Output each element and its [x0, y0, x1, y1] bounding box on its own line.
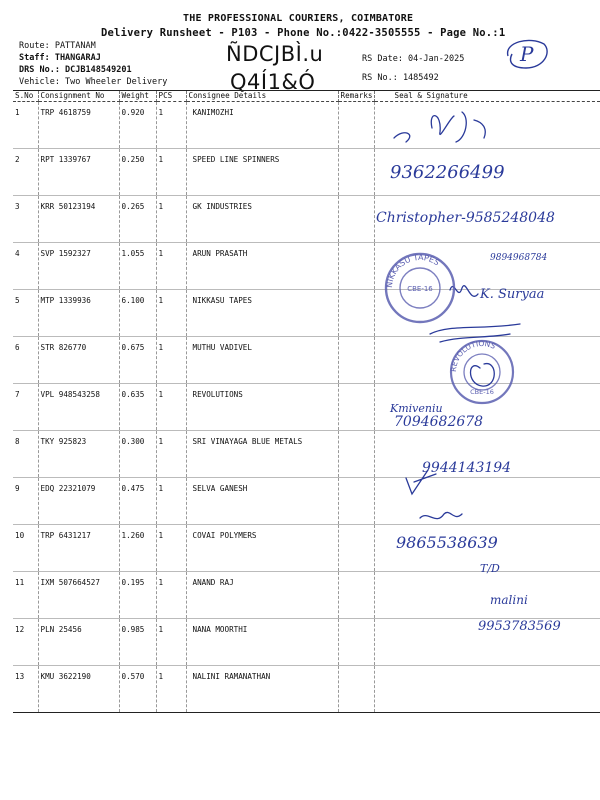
row-remarks	[338, 196, 374, 243]
runsheet-title: Delivery Runsheet - P103 - Phone No.:0422-3505555 - Page No.:1	[101, 27, 506, 39]
col-weight: Weight	[119, 91, 156, 102]
rs-date: RS Date: 04-Jan-2025	[362, 54, 465, 64]
row-pcs: 1	[156, 102, 186, 149]
row-weight: 0.250	[119, 149, 156, 196]
row-pcs: 1	[156, 525, 186, 572]
corner-circle-mark	[500, 34, 552, 74]
company-title: THE PROFESSIONAL COURIERS, COIMBATORE	[183, 13, 414, 24]
table-row	[13, 196, 600, 243]
row-consignment-no: MTP 1339936	[38, 290, 119, 337]
table-row	[13, 619, 600, 666]
row-consignment-no: IXM 507664527	[38, 572, 119, 619]
row-sno: 11	[13, 572, 38, 619]
row-seal-signature	[374, 572, 600, 619]
row-consignee: NANA MOORTHI	[186, 619, 338, 666]
row9-phone-handwriting: 9944143194	[422, 460, 512, 476]
table-row	[13, 243, 600, 290]
row-consignment-no: TRP 6431217	[38, 525, 119, 572]
row-weight: 6.100	[119, 290, 156, 337]
row-consignee: ARUN PRASATH	[186, 243, 338, 290]
table-row	[13, 290, 600, 337]
row-seal-signature	[374, 431, 600, 478]
row-seal-signature	[374, 102, 600, 149]
table-row	[13, 666, 600, 713]
row-consignee: MUTHU VADIVEL	[186, 337, 338, 384]
row5-signature-text: K. Suryaa	[480, 287, 545, 302]
row-consignee: NIKKASU TAPES	[186, 290, 338, 337]
row-remarks	[338, 243, 374, 290]
stamp-revolutions-ring-text: REVOLUTIONS	[448, 338, 498, 373]
row-pcs: 1	[156, 619, 186, 666]
row-sno: 6	[13, 337, 38, 384]
row-sno: 7	[13, 384, 38, 431]
row-weight: 1.055	[119, 243, 156, 290]
col-consignment-no: Consignment No	[38, 91, 119, 102]
row-sno: 5	[13, 290, 38, 337]
table-row	[13, 102, 600, 149]
row8-phone-handwriting: 7094682678	[394, 414, 484, 430]
row-consignee: REVOLUTIONS	[186, 384, 338, 431]
row-sno: 10	[13, 525, 38, 572]
table-row	[13, 337, 600, 384]
row-weight: 0.195	[119, 572, 156, 619]
row-consignee: SPEED LINE SPINNERS	[186, 149, 338, 196]
row-seal-signature	[374, 525, 600, 572]
row-pcs: 1	[156, 337, 186, 384]
row13-phone-handwriting: 9953783569	[478, 619, 561, 634]
row-pcs: 1	[156, 572, 186, 619]
row-pcs: 1	[156, 666, 186, 713]
staff-label: Staff: THANGARAJ	[19, 53, 101, 63]
row-remarks	[338, 619, 374, 666]
table-row	[13, 478, 600, 525]
row-seal-signature	[374, 478, 600, 525]
row-seal-signature	[374, 337, 600, 384]
table-row	[13, 384, 600, 431]
table-header-row	[13, 91, 600, 102]
col-remarks: Remarks	[338, 91, 374, 102]
row-remarks	[338, 102, 374, 149]
row-consignment-no: SVP 1592327	[38, 243, 119, 290]
row-sno: 9	[13, 478, 38, 525]
row-pcs: 1	[156, 478, 186, 525]
barcode-text-2: Q4Í1&Ó	[230, 70, 316, 94]
row-remarks	[338, 666, 374, 713]
row-seal-signature	[374, 619, 600, 666]
row-remarks	[338, 478, 374, 525]
row-remarks	[338, 337, 374, 384]
row-pcs: 1	[156, 149, 186, 196]
row-weight: 0.920	[119, 102, 156, 149]
row-seal-signature	[374, 243, 600, 290]
row-sno: 1	[13, 102, 38, 149]
row-sno: 3	[13, 196, 38, 243]
table-row	[13, 525, 600, 572]
row2-phone-handwriting: 9362266499	[390, 162, 505, 183]
row-weight: 0.675	[119, 337, 156, 384]
col-pcs: PCS	[156, 91, 186, 102]
col-consignee: Consignee Details	[186, 91, 338, 102]
row-remarks	[338, 290, 374, 337]
row-seal-signature	[374, 196, 600, 243]
table-row	[13, 431, 600, 478]
vehicle-label: Vehicle: Two Wheeler Delivery	[19, 77, 168, 87]
row8-name-handwriting: Kmiveniu	[390, 402, 443, 415]
row3-handwriting: Christopher-9585248048	[376, 210, 555, 226]
col-seal-signature: Seal & Signature	[374, 91, 600, 102]
row-weight: 0.635	[119, 384, 156, 431]
row-consignment-no: KMU 3622190	[38, 666, 119, 713]
row-consignment-no: TRP 4618759	[38, 102, 119, 149]
row-seal-signature	[374, 149, 600, 196]
row-weight: 0.570	[119, 666, 156, 713]
row-consignment-no: EDQ 22321079	[38, 478, 119, 525]
row-consignee: SELVA GANESH	[186, 478, 338, 525]
row-pcs: 1	[156, 290, 186, 337]
row-consignment-no: PLN 25456	[38, 619, 119, 666]
col-sno: S.No	[13, 91, 38, 102]
row-consignment-no: STR 826770	[38, 337, 119, 384]
row-consignment-no: RPT 1339767	[38, 149, 119, 196]
row13-name-handwriting: malini	[490, 593, 528, 607]
row-consignee: SRI VINAYAGA BLUE METALS	[186, 431, 338, 478]
row-sno: 2	[13, 149, 38, 196]
stamp-nikkasu-center: CBE-16	[407, 285, 433, 293]
drs-number: DRS No.: DCJB148549201	[19, 65, 132, 75]
row-weight: 0.475	[119, 478, 156, 525]
runsheet-table	[13, 90, 600, 713]
stamp-nikkasu-ring-text: NIKKASU TAPES	[384, 252, 442, 289]
row-pcs: 1	[156, 384, 186, 431]
table-row	[13, 149, 600, 196]
row-pcs: 1	[156, 431, 186, 478]
row-weight: 1.260	[119, 525, 156, 572]
row-seal-signature	[374, 666, 600, 713]
rs-number: RS No.: 1485492	[362, 73, 439, 83]
row-remarks	[338, 149, 374, 196]
barcode-text-1: ÑDCJBÌ.u	[226, 42, 324, 66]
row-remarks	[338, 431, 374, 478]
row-sno: 12	[13, 619, 38, 666]
row-weight: 0.300	[119, 431, 156, 478]
row-remarks	[338, 572, 374, 619]
row-consignment-no: TKY 925823	[38, 431, 119, 478]
row4-handwriting: 9894968784	[490, 253, 548, 263]
row-consignee: COVAI POLYMERS	[186, 525, 338, 572]
table-row	[13, 572, 600, 619]
row-weight: 0.265	[119, 196, 156, 243]
row-consignee: GK INDUSTRIES	[186, 196, 338, 243]
stamp-revolutions-center: CBE-16	[470, 388, 494, 396]
corner-mark-letter: P	[520, 42, 534, 66]
row-consignee: ANAND RAJ	[186, 572, 338, 619]
row-consignee: NALINI RAMANATHAN	[186, 666, 338, 713]
row11-phone-handwriting: 9865538639	[396, 533, 498, 552]
row-pcs: 1	[156, 196, 186, 243]
row-sno: 4	[13, 243, 38, 290]
row-pcs: 1	[156, 243, 186, 290]
row-seal-signature	[374, 384, 600, 431]
row12-note-handwriting: T/D	[480, 562, 500, 575]
row-remarks	[338, 525, 374, 572]
row-consignment-no: VPL 948543258	[38, 384, 119, 431]
row-consignee: KANIMOZHI	[186, 102, 338, 149]
row-weight: 0.985	[119, 619, 156, 666]
row-sno: 8	[13, 431, 38, 478]
row-remarks	[338, 384, 374, 431]
row-consignment-no: KRR 50123194	[38, 196, 119, 243]
row-seal-signature	[374, 290, 600, 337]
row-sno: 13	[13, 666, 38, 713]
route-label: Route: PATTANAM	[19, 41, 96, 51]
